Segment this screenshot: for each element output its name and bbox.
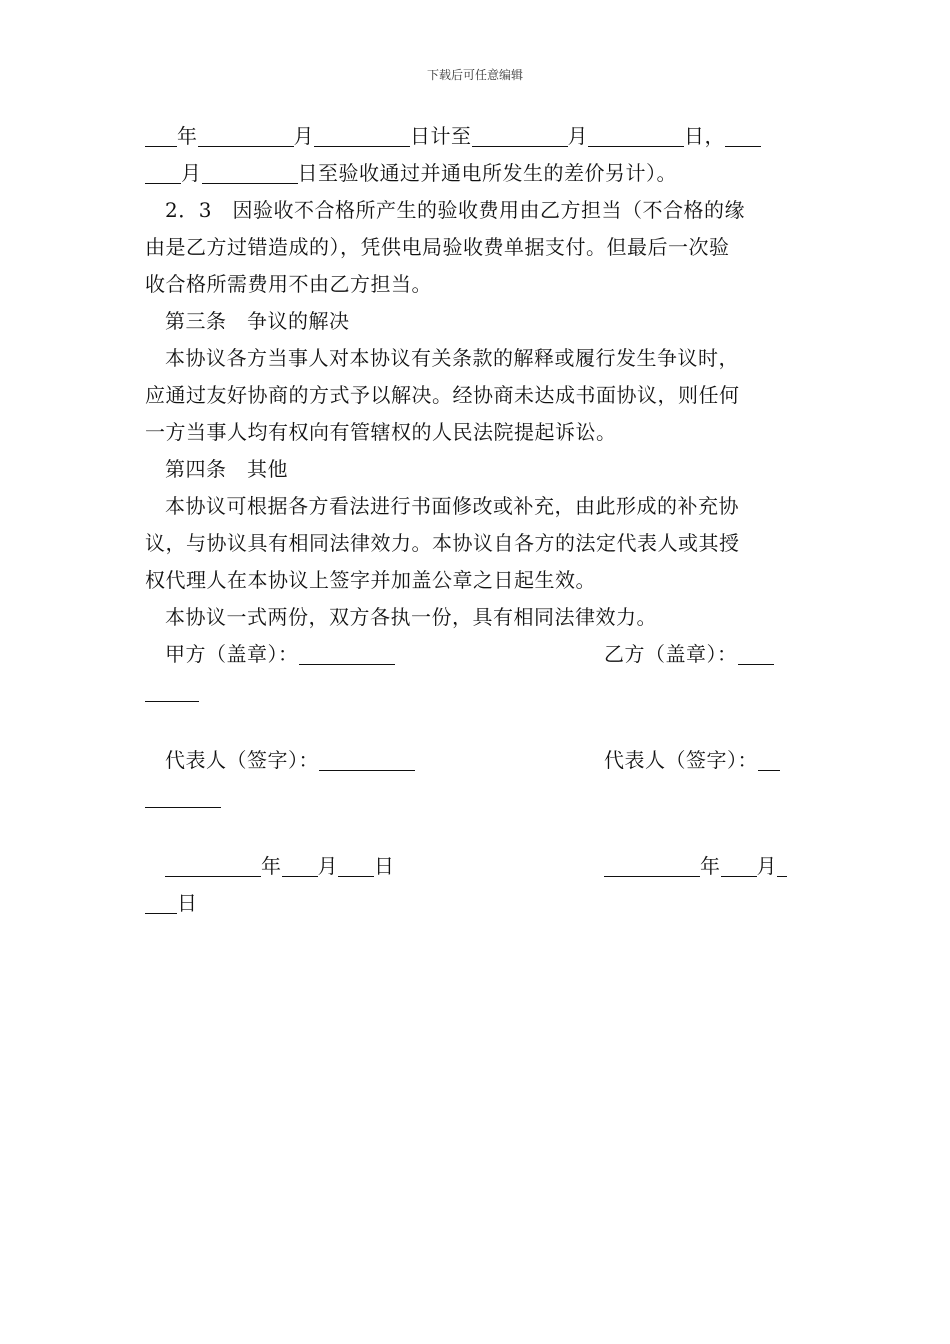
text-month: 月 (317, 854, 338, 878)
blank (738, 640, 774, 665)
clause-2-3-line: 由是乙方过错造成的），凭供电局验收费单据支付。但最后一次验 (145, 235, 730, 259)
rep-a-sign (145, 742, 415, 779)
blank (604, 852, 700, 877)
document-body (145, 118, 807, 922)
article-3-line: 一方当事人均有权向有管辖权的人民法院提起诉讼。 (145, 420, 617, 444)
date-row (145, 848, 807, 885)
text-month: 月 (756, 854, 777, 878)
party-seal-row (145, 636, 807, 673)
blank (165, 852, 261, 877)
blank (145, 677, 199, 702)
blank (472, 122, 568, 147)
article-4-line: 议，与协议具有相同法律效力。本协议自各方的法定代表人或其授 (145, 531, 740, 555)
text-month: 月 (567, 124, 588, 148)
text-count-to: 日计至 (410, 124, 472, 148)
copies-line: 本协议一式两份，双方各执一份，具有相同法律效力。 (165, 605, 657, 629)
blank (319, 746, 415, 771)
blank (721, 852, 757, 877)
text-month: 月 (293, 124, 314, 148)
blank (198, 122, 294, 147)
blank (145, 122, 177, 147)
blank (314, 122, 410, 147)
date-b (604, 848, 807, 885)
date-a (145, 848, 395, 885)
rep-b-label: 代表人（签字）： (604, 748, 758, 772)
page-header: 下载后可任意编辑 (426, 68, 523, 82)
text-price-diff: 日至验收通过并通电所发生的差价另计）。 (297, 161, 677, 185)
text-year: 年 (261, 854, 282, 878)
clause-2-3-line: 收合格所需费用不由乙方担当。 (145, 272, 432, 296)
article-4-title: 第四条 其他 (165, 457, 288, 481)
date-wrap (145, 885, 807, 922)
date-range-line-2 (145, 155, 807, 192)
rep-a-label: 代表人（签字）： (165, 748, 319, 772)
article-4-line: 本协议可根据各方看法进行书面修改或补充，由此形成的补充协 (165, 494, 739, 518)
text-day: 日 (374, 854, 395, 878)
text-year: 年 (177, 124, 198, 148)
blank (338, 852, 374, 877)
representative-row (145, 742, 807, 779)
blank (777, 852, 787, 877)
blank (145, 159, 181, 184)
article-3-line: 应通过友好协商的方式予以解决。经协商未达成书面协议，则任何 (145, 383, 740, 407)
blank (282, 852, 318, 877)
text-day: 日 (177, 891, 198, 915)
blank (758, 746, 780, 771)
party-b-label: 乙方（盖章）： (604, 642, 738, 666)
date-range-line-1 (145, 118, 807, 155)
party-b-seal (604, 636, 807, 673)
party-seal-wrap (145, 673, 807, 710)
blank (202, 159, 298, 184)
text-day: 日， (684, 124, 725, 148)
text-month: 月 (181, 161, 202, 185)
blank (145, 783, 221, 808)
rep-b-sign (604, 742, 807, 779)
party-a-seal (145, 636, 395, 673)
blank (299, 640, 395, 665)
article-4-line: 权代理人在本协议上签字并加盖公章之日起生效。 (145, 568, 596, 592)
party-a-label: 甲方（盖章）： (165, 642, 299, 666)
text-year: 年 (700, 854, 721, 878)
article-3-line: 本协议各方当事人对本协议有关条款的解释或履行发生争议时， (165, 346, 739, 370)
blank (145, 889, 177, 914)
blank (725, 122, 761, 147)
representative-wrap (145, 779, 807, 816)
article-3-title: 第三条 争议的解决 (165, 309, 350, 333)
clause-2-3-line: 2．3 因验收不合格所产生的验收费用由乙方担当（不合格的缘 (165, 198, 745, 222)
blank (588, 122, 684, 147)
